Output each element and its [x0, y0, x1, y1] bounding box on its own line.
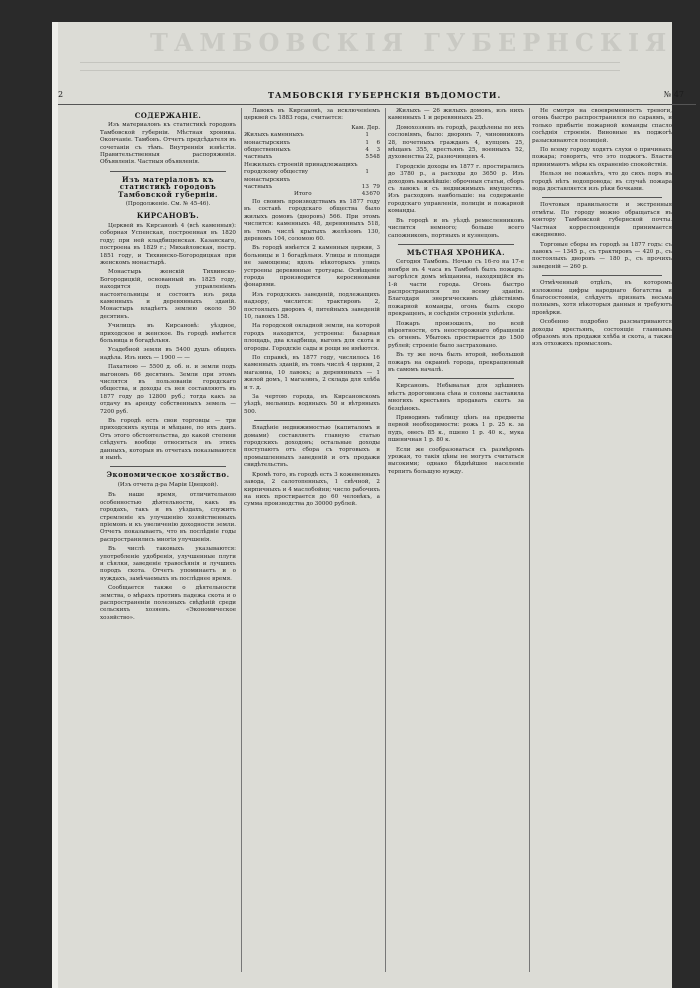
row-value-stone: [362, 162, 369, 169]
chronicle-paragraph: Приводимъ таблицу цѣнъ на предметы первой необходимости: рожь 1 р. 25 к. за пудъ, овесъ 85 к., пшено 1 р. 40 к., мука пшеничная 1 р. 80 к.: [388, 415, 524, 444]
article-paragraph: По своимъ производствамъ въ 1877 году въ составѣ городскаго общества было жилыхъ домовъ (дворовъ) 566. При этомъ числится: каменныхъ 48, деревянныхъ 518, въ томъ числѣ крытыхъ желѣзомъ 130, деревомъ 104, соломою 60.: [244, 198, 380, 242]
row-label: частныхъ: [244, 184, 273, 191]
column-divider: [241, 108, 242, 972]
chronicle-paragraph: Кирсановъ. Небывалая для здѣшнихъ мѣстъ дороговизна сѣна и соломы заставила многихъ крестьянъ продавать скотъ за безцѣнокъ.: [388, 383, 524, 412]
table-row: [244, 169, 380, 176]
bleed-through-rule: [80, 62, 620, 63]
row-value-wood: [369, 132, 380, 139]
article-paragraph: Жилыхъ — 26 жилыхъ домовъ, изъ нихъ каменныхъ 1 и деревянныхъ 25.: [388, 108, 524, 122]
row-label: Жилыхъ каменныхъ: [244, 132, 304, 139]
table-row: [244, 132, 380, 139]
newspaper-title: ТАМБОВСКІЯ ГУБЕРНСКІЯ ВѢДОМОСТИ.: [268, 90, 502, 100]
contents-text: Изъ материаловъ къ статистикѣ городовъ Тамбовской губерніи. Мѣстная хроника. Окончаніе. Тамбовъ. Отчетъ предсѣдателя въ сочетаніи съ тѣмъ. Внутреннія извѣстія. Правительственныя распоряженія. Объявленія. Частныя объявленія.: [100, 122, 236, 166]
row-value-wood: [369, 169, 380, 176]
article-paragraph: По всему городу ходятъ слухи о причинахъ пожара; говорятъ, что это поджогъ. Власти принимаютъ мѣры къ охраненію спокойствія.: [532, 147, 672, 168]
article-paragraph: Домохозяевъ въ городѣ, раздѣлены по ихъ сословіямъ, было: дворянъ 7, чиновниковъ 28, почетныхъ гражданъ 4, купцовъ 25, мѣщанъ 355, крестьянъ 25, военныхъ 52, духовенства 22, разночинцевъ 4.: [388, 124, 524, 161]
article-paragraph: Не смотря на своевременность тревоги, огонь быстро распространился по сараямъ, и только прибытіе пожарной команды спасло сосѣднія строенія. Виновные въ поджогѣ разыскиваются полиціей.: [532, 108, 672, 144]
article-source: (Продолженіе. См. № 45-46).: [125, 201, 211, 208]
section-divider: [254, 420, 370, 421]
row-value-stone: 13: [361, 184, 369, 191]
row-value-wood: 548: [369, 154, 380, 161]
section-paragraph: Въ наше время, отличительною особенностью дѣятельности, какъ въ городахъ, такъ и въ уѣздахъ, служитъ стремленіе къ улучшенію хозяйственныхъ пріемовъ и къ увеличенію доходности земли. Отчетъ показываетъ, что въ послѣдніе годы распространились многія улучшенія.: [100, 492, 236, 543]
chronicle-title: МѢСТНАЯ ХРОНИКА.: [406, 247, 506, 257]
row-value-wood: [369, 162, 380, 169]
row-label: частныхъ: [244, 154, 273, 161]
article-paragraph: Монастырь женскій Тихвинско-Богородицкій, основанный въ 1825 году, находится подъ управленіемъ настоятельницы и состоитъ изъ ряда каменныхъ и деревянныхъ зданій. Монастырь владѣетъ землею около 50 десятинъ.: [100, 269, 236, 320]
row-label: городскому обществу: [244, 169, 309, 176]
article-paragraph: Почтовыя правильности и экстренныя отмѣты. По городу можно обращаться въ контору Тамбовской губернской почты. Частная корреспонденція принимается ежедневно.: [532, 202, 672, 239]
column-divider: [529, 108, 530, 972]
column-3: [388, 108, 524, 972]
section-source: (Изъ отчета д-ра Марiи Цвецкой).: [117, 481, 219, 488]
bleed-through-rule: [80, 70, 620, 71]
row-value-stone: 4: [365, 147, 369, 154]
row-value-wood: 3: [376, 147, 380, 154]
article-paragraph: Пахатною — 5500 д. об. н. и земли подъ выгономъ 66 десятинъ. Земли при этомъ числятся въ пользованіи городскаго общества, и доходы съ нея составляютъ въ 1877 году до 12800 руб.; тогда какъ за отдачу въ аренду собственныхъ земель — 7200 руб.: [100, 364, 236, 415]
article-paragraph: Въ городѣ и въ уѣздѣ ремесленниковъ числится немного; больше всего сапожниковъ, портныхъ и кузнецовъ.: [388, 217, 524, 239]
article-paragraph: Городскіе доходы въ 1877 г. простирались до 3780 р., а расходы до 3650 р. Изъ доходовъ важнѣйшіе: оброчныя статьи, сборъ съ лавокъ и съ недвижимыхъ имуществъ. Изъ расходовъ наибольшіе: на содержаніе городскаго управленія, полиціи и пожарной команды.: [388, 163, 524, 215]
row-value-stone: 1: [365, 139, 369, 146]
chronicle-paragraph: Пожаръ произошелъ, по всей вѣроятности, отъ неосторожнаго обращенія съ огнемъ. Убытокъ простирается до 1500 рублей; строеніе было застраховано.: [388, 320, 524, 349]
article-paragraph: На городской окладной земли, на которой городъ находится, устроены: базарная площадь, два кладбища, выгонъ для скота и огороды. Городскіе сады и рощи не имѣются.: [244, 323, 380, 352]
article-paragraph: За чертою города, въ Кирсановскомъ уѣздѣ, мельницъ водяныхъ 50 и вѣтряныхъ 500.: [244, 394, 380, 415]
column-1: [100, 108, 236, 972]
column-divider: [385, 108, 386, 972]
row-value-stone: 1: [365, 132, 369, 139]
table-header: Кам. Дер.: [351, 124, 380, 131]
article-paragraph: Особенно подробно разсматриваются доходы крестьянъ, состоящіе главнымъ образомъ изъ продажи хлѣба и скота, а также изъ отхожихъ промысловъ.: [532, 319, 672, 348]
table-row: [244, 177, 380, 184]
chronicle-paragraph: Въ ту же ночь былъ второй, небольшой пожаръ на окраинѣ города, прекращенный въ самомъ началѣ.: [388, 352, 524, 373]
row-value-stone: [362, 177, 369, 184]
row-value-stone: 43: [361, 191, 369, 198]
table-total-row: [244, 191, 380, 198]
article-paragraph: Торговые сборы въ городѣ за 1877 годъ: съ лавокъ — 1345 р., съ трактировъ — 420 р., съ постоялыхъ дворовъ — 180 р., съ прочихъ заведеній — 260 р.: [532, 241, 672, 270]
article-paragraph: Нельзя не пожалѣть, что до сихъ поръ въ городѣ нѣтъ водопровода; въ случаѣ пожара вода доставляется изъ рѣки бочками.: [532, 171, 672, 193]
article-paragraph: Усадебной земли въ 5400 душъ общихъ надѣла. Изъ нихъ — 1900 — —: [100, 347, 236, 361]
table-intro: Лавокъ въ Кирсановѣ, за исключеніемъ церквей съ 1883 года, считается:: [244, 108, 380, 122]
article-paragraph: Церквей въ Кирсановѣ 4 (всѣ каменныя): соборная Успенская, построенная въ 1820 году; при ней кладбищенская. Казанскаго, построена въ 1829 г.; Михайловская, постр. 1851 году, и Тихвинско-Богородицкая при женскомъ монастырѣ.: [100, 222, 236, 266]
row-value-stone: 5: [365, 154, 369, 161]
row-label: монастырскихъ: [244, 139, 291, 146]
column-2: [244, 108, 380, 972]
article-paragraph: Въ городѣ есть свои торговцы — три приходскихъ купца и мѣщане, по ихъ данъ. Отъ этого обстоятельства, до какой степени слѣдуетъ вообще относиться въ этихъ данныхъ, которыя въ отчетахъ показываются и нынѣ.: [100, 418, 236, 462]
contents-title: СОДЕРЖАНІЕ.: [134, 111, 202, 120]
section-divider: [398, 244, 514, 245]
chronicle-paragraph: Сегодня Тамбовъ. Ночью съ 16-го на 17-е ноября въ 4 часа въ Тамбовѣ былъ пожаръ: загорѣлся домъ мѣщанина, находящійся въ 1-й части города. Огонь быстро распространился по всему зданію. Благодаря энергическимъ дѣйствіямъ пожарной команды, огонь былъ скоро прекращенъ, и сосѣднія строенія уцѣлѣли.: [388, 259, 524, 318]
section-paragraph: Въ числѣ таковыхъ указываются: употребленіе удобренія, улучшенные плуги и сѣялки, заведеніе травосѣянія и лучшихъ породъ скота. Отчетъ упоминаетъ и о нуждахъ, замѣчаемыхъ въ послѣднее время.: [100, 546, 236, 582]
row-value-wood: [369, 177, 380, 184]
row-value-stone: 1: [365, 169, 369, 176]
section-divider: [542, 275, 662, 276]
table-row: [244, 140, 380, 147]
buildings-table: [244, 132, 380, 199]
section-divider: [398, 378, 514, 379]
page-number: 2: [58, 90, 64, 99]
article-paragraph: Кромѣ того, въ городѣ есть 3 кожевенныхъ завода, 2 салотопенныхъ, 1 свѣчной, 2 кирпичныхъ и 4 маслобойни; число рабочихъ на нихъ простирается до 60 человѣкъ, а сумма производства до 30000 рублей.: [244, 471, 380, 508]
article-paragraph: Училищъ въ Кирсановѣ: уѣздное, приходское и женское. Въ городѣ имѣется больница и богадѣльня.: [100, 323, 236, 344]
table-row: [244, 154, 380, 161]
article-paragraph: Владѣніе недвижимостью (капиталомъ и домами) составляетъ главную статью городскихъ доходовъ; остальные доходы поступаютъ отъ сбора съ торговыхъ и промышленныхъ заведеній и отъ продажи свидѣтельствъ.: [244, 425, 380, 469]
section-divider: [110, 466, 226, 467]
row-label: Нежилыхъ строеній принадлежащихъ: [244, 161, 358, 168]
article-title: Изъ матеріаловъ къ статистикѣ городовъ Тамбовской губерніи.: [118, 174, 218, 199]
issue-number: № 47: [663, 90, 684, 99]
section-divider: [110, 171, 226, 172]
article-paragraph: Изъ городскихъ заведеній, подлежащихъ надзору, числится: трактировъ 2, постоялыхъ дворовъ 4, питейныхъ заведеній 10, лавокъ 158.: [244, 291, 380, 320]
section-paragraph: Сообщается также о дѣятельности земства, о мѣрахъ противъ падежа скота и о распространеніи полезныхъ свѣдѣній среди сельскихъ хозяевъ. «Экономическое хозяйство».: [100, 585, 236, 621]
column-4: [532, 108, 672, 972]
section-title: Экономическое хозяйство.: [106, 470, 230, 480]
article-paragraph: По справкѣ, въ 1877 году, числилось 16 каменныхъ зданій, въ томъ числѣ 4 церкви, 2 магазина, 10 лавокъ; а деревянныхъ — 1 жилой домъ, 1 магазинъ, 2 склада для хлѣба и т. д.: [244, 355, 380, 391]
row-value-wood: 6: [376, 139, 380, 146]
row-value-wood: 670: [369, 191, 380, 198]
row-label: общественныхъ: [244, 147, 291, 154]
row-value-wood: 79: [372, 184, 380, 191]
chronicle-paragraph: Если же сообразоваться съ размѣромъ урожая, то такія цѣны не могутъ считаться высокими; однако бѣднѣйшее населеніе терпитъ большую нужду.: [388, 446, 524, 475]
city-heading: КИРСАНОВЪ.: [136, 211, 200, 221]
article-paragraph: Въ городѣ имѣется 2 каменныя церкви, 3 больницы и 1 богадѣльня. Улицы и площади не замощены; вдоль нѣкоторыхъ улицъ устроены деревянные тротуары. Освѣщеніе города производится керосиновыми фонарями.: [244, 245, 380, 289]
article-paragraph: Отмѣченный отдѣлъ, въ которомъ изложены цифры народнаго богатства и благосостоянія, слѣдуетъ признать весьма полнымъ, хотя нѣкоторыя данныя и требуютъ провѣрки.: [532, 280, 672, 316]
table-row: [244, 147, 380, 154]
table-row: [244, 184, 380, 191]
section-divider: [542, 197, 662, 198]
page-header: [58, 90, 696, 105]
bleed-through-masthead: ТАМБОВСКІЯ ГУБЕРНСКІЯ: [150, 28, 673, 57]
row-label: Итого: [293, 191, 312, 198]
row-label: монастырскихъ: [244, 176, 291, 183]
